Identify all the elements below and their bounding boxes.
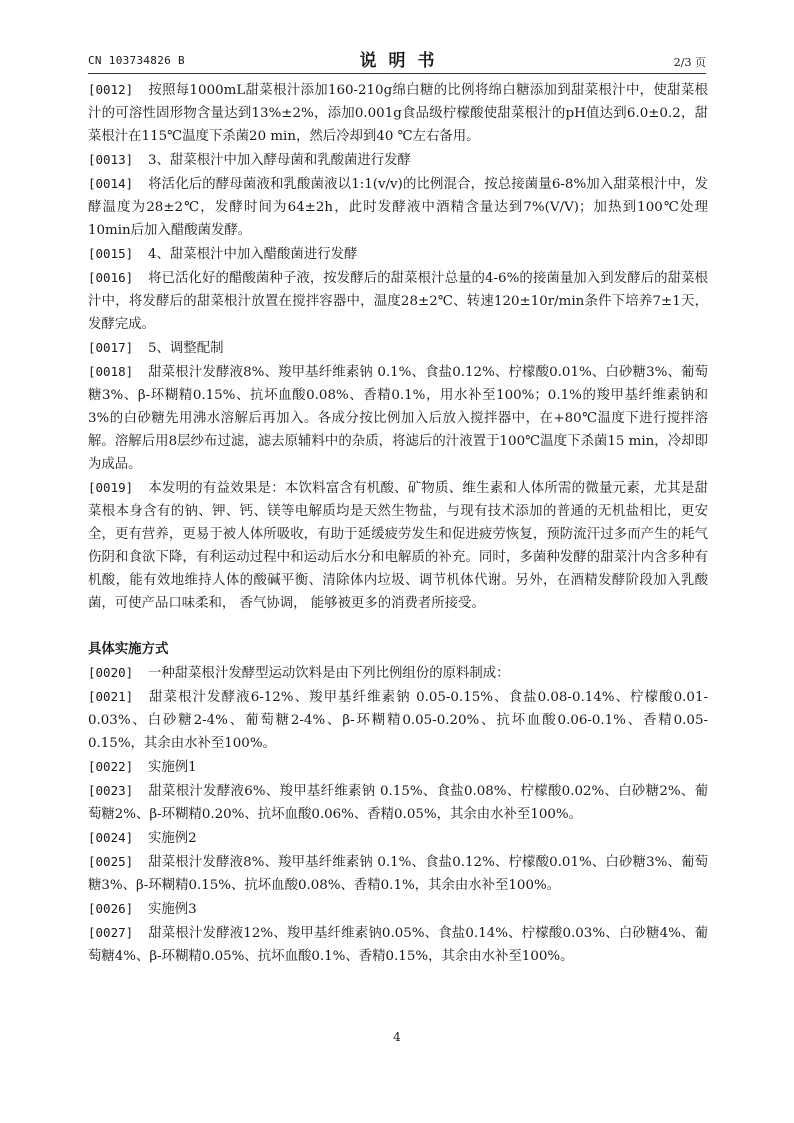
paragraph — [88, 826, 708, 850]
paragraph-number: [0017] — [88, 340, 134, 355]
paragraph-group-description — [88, 78, 708, 615]
paragraph-number: [0023] — [88, 783, 134, 798]
paragraph-text: 实施例3 — [148, 902, 197, 917]
paragraph-number: [0016] — [88, 270, 134, 285]
paragraph-number: [0014] — [88, 176, 134, 191]
paragraph-number: [0025] — [88, 854, 134, 869]
paragraph-number: [0024] — [88, 830, 134, 845]
paragraph-number: [0027] — [88, 925, 134, 940]
document-title: 说明书 — [359, 51, 447, 71]
paragraph-text: 按照每1000mL甜菜根汁添加160-210g绵白糖的比例将绵白糖添加到甜菜根汁中，使甜菜根汁的可溶性固形物含量达到13%±2%，添加0.001g食品级柠檬酸使甜菜根汁的pH值达到6.0±0.2，甜菜根汁在115℃温度下杀菌20 min，然后冷却到40 ℃左右备用。 — [88, 83, 708, 144]
paragraph-number: [0020] — [88, 665, 134, 680]
paragraph — [88, 661, 708, 685]
paragraph-text: 一种甜菜根汁发酵型运动饮料是由下列比例组份的原料制成： — [148, 666, 510, 681]
paragraph-text: 将活化后的酵母菌液和乳酸菌液以1:1(v/v)的比例混合，按总接菌量6-8%加入甜菜根汁中，发酵温度为28±2℃，发酵时间为64±2h，此时发酵液中酒精含量达到7%(V/V)；加热到100℃处理10min后加入醋酸菌发酵。 — [88, 177, 708, 238]
paragraph — [88, 779, 708, 826]
paragraph-text: 实施例1 — [148, 760, 197, 775]
section-heading: 具体实施方式 — [88, 642, 169, 657]
paragraph — [88, 172, 708, 242]
header-rule — [88, 73, 706, 74]
paragraph-text: 实施例2 — [148, 831, 197, 846]
page-header — [88, 40, 706, 74]
paragraph — [88, 148, 708, 172]
paragraph — [88, 476, 708, 615]
paragraph — [88, 78, 708, 148]
paragraph-text: 甜菜根汁发酵液8%、羧甲基纤维素钠 0.1%、食盐0.12%、柠檬酸0.01%、白砂糖3%、葡萄糖3%、β-环糊精0.15%、抗坏血酸0.08%、香精0.1%，其余由水补至100%。 — [88, 855, 708, 893]
paragraph-number: [0015] — [88, 246, 134, 261]
paragraph-text: 甜菜根汁发酵液6%、羧甲基纤维素钠 0.15%、食盐0.08%、柠檬酸0.02%、白砂糖2%、葡萄糖2%、β-环糊精0.20%、抗坏血酸0.06%、香精0.05%，其余由水补至100%。 — [88, 784, 708, 822]
paragraph-text: 甜菜根汁发酵液8%、羧甲基纤维素钠 0.1%、食盐0.12%、柠檬酸0.01%、白砂糖3%、葡萄糖3%、β-环糊精0.15%、抗坏血酸0.08%、香精0.1%，用水补至100%；0.1%的羧甲基纤维素钠和3%的白砂糖先用沸水溶解后再加入。各成分按比例加入后放入搅拌器中，在+80℃温度下进行搅拌溶解。溶解后用8层纱布过滤，滤去原辅料中的杂质，将滤后的汁液置于100℃温度下杀菌15 min，冷却即为成品。 — [88, 365, 708, 472]
paragraph — [88, 897, 708, 921]
paragraph-number: [0018] — [88, 364, 134, 379]
paragraph — [88, 850, 708, 897]
paragraph — [88, 755, 708, 779]
page-indicator: 2/3 页 — [673, 56, 706, 69]
paragraph-group-embodiments — [88, 661, 708, 968]
document-body — [88, 78, 708, 968]
paragraph — [88, 266, 708, 336]
paragraph — [88, 360, 708, 476]
paragraph-text: 4、甜菜根汁中加入醋酸菌进行发酵 — [148, 247, 358, 262]
patent-number: CN 103734826 B — [88, 54, 185, 67]
paragraph-number: [0022] — [88, 759, 134, 774]
paragraph-number: [0013] — [88, 152, 134, 167]
paragraph-text: 3、甜菜根汁中加入酵母菌和乳酸菌进行发酵 — [148, 153, 411, 168]
paragraph — [88, 685, 708, 755]
page-number: 4 — [393, 1030, 401, 1044]
paragraph — [88, 921, 708, 968]
paragraph-number: [0026] — [88, 901, 134, 916]
paragraph — [88, 336, 708, 360]
paragraph-text: 5、调整配制 — [148, 341, 224, 356]
paragraph-text: 将已活化好的醋酸菌种子液，按发酵后的甜菜根汁总量的4-6%的接菌量加入到发酵后的甜菜根汁中，将发酵后的甜菜根汁放置在搅拌容器中，温度28±2℃、转速120±10r/min条件下培养7±1天，发酵完成。 — [88, 271, 708, 332]
paragraph — [88, 242, 708, 266]
paragraph-text: 本发明的有益效果是：本饮料富含有机酸、矿物质、维生素和人体所需的微量元素，尤其是甜菜根本身含有的钠、钾、钙、镁等电解质均是天然生物盐，与现有技术添加的普通的无机盐相比，更安全，更有营养，更易于被人体所吸收，有助于延缓疲劳发生和促进疲劳恢复，预防流汗过多而产生的耗气伤阴和食欲下降，有利运动过程中和运动后水分和电解质的补充。同时，多菌种发酵的甜菜汁内含多种有机酸，能有效地维持人体的酸碱平衡、清除体内垃圾、调节机体代谢。另外，在酒精发酵阶段加入乳酸菌，可使产品口味柔和， 香气协调， 能够被更多的消费者所接受。 — [88, 481, 708, 611]
paragraph-text: 甜菜根汁发酵液12%、羧甲基纤维素钠0.05%、食盐0.14%、柠檬酸0.03%、白砂糖4%、葡萄糖4%、β-环糊精0.05%、抗坏血酸0.1%、香精0.15%，其余由水补至100%。 — [88, 926, 708, 964]
paragraph-text: 甜菜根汁发酵液6-12%、羧甲基纤维素钠 0.05-0.15%、食盐0.08-0.14%、柠檬酸0.01-0.03%、白砂糖2-4%、葡萄糖2-4%、β-环糊精0.05-0.20%、抗坏血酸0.06-0.1%、香精0.05-0.15%，其余由水补至100%。 — [88, 690, 708, 751]
paragraph-number: [0019] — [88, 480, 134, 495]
paragraph-number: [0012] — [88, 82, 134, 97]
paragraph-number: [0021] — [88, 689, 134, 704]
